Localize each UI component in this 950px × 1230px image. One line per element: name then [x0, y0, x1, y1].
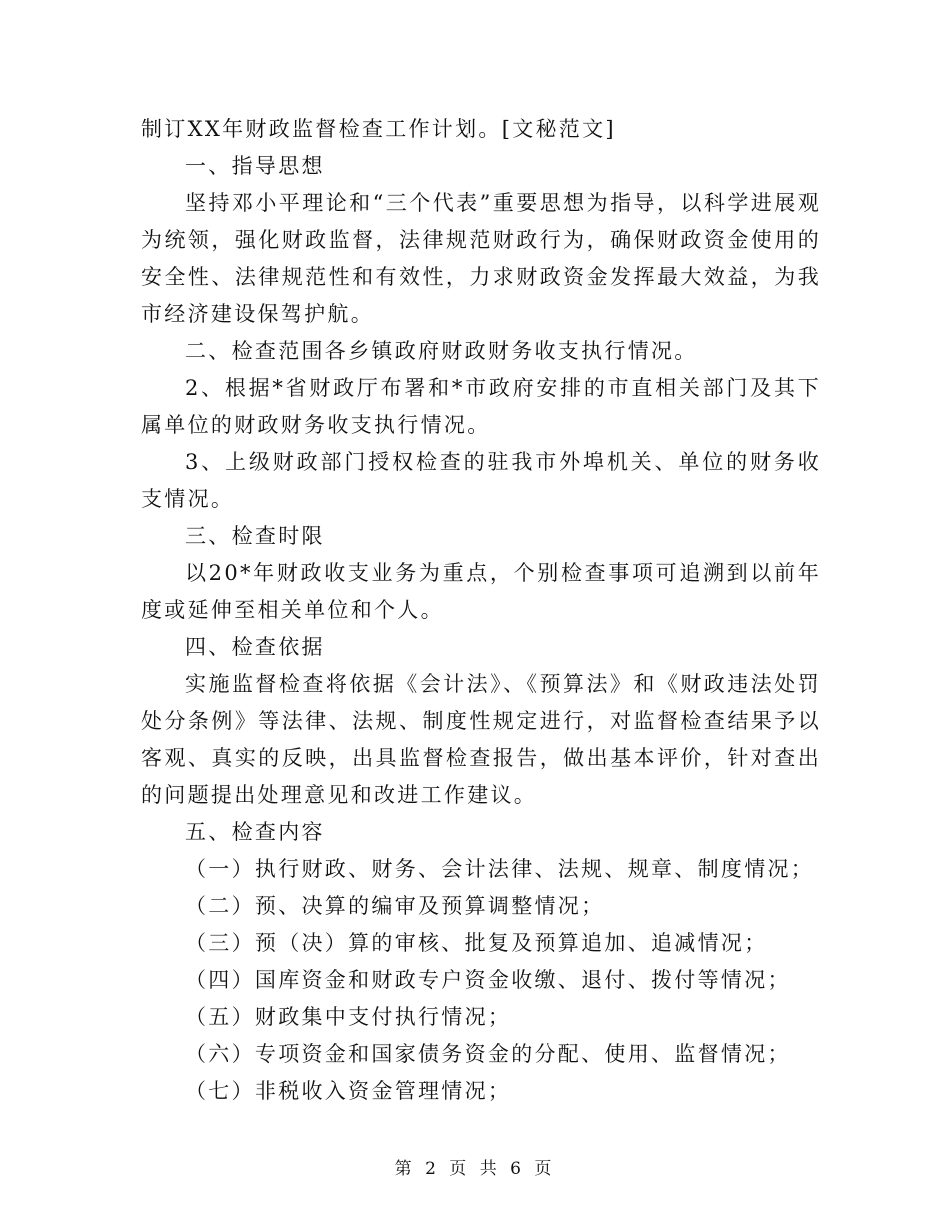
- heading-inspection-period: 三、检查时限: [185, 524, 325, 548]
- list-item-content-2: （二）预、决算的编审及预算调整情况；: [185, 894, 605, 918]
- page-number-footer: 第 2 页 共 6 页: [394, 1159, 556, 1179]
- list-item-content-6: （六）专项资金和国家债务资金的分配、使用、监督情况；: [185, 1042, 791, 1066]
- paragraph-scope-item-3: 3、上级财政部门授权检查的驻我市外埠机关、单位的财务收支情况。: [141, 450, 821, 511]
- paragraph-scope-item-2: 2、根据*省财政厅布署和*市政府安排的市直相关部门及其下属单位的财政财务收支执行情况。: [141, 376, 821, 437]
- paragraph-title: 制订XX年财政监督检查工作计划。[文秘范文]: [141, 117, 616, 141]
- paragraph-inspection-period: 以20*年财政收支业务为重点，个别检查事项可追溯到以前年度或延伸至相关单位和个人。: [141, 561, 821, 622]
- list-item-content-7: （七）非税收入资金管理情况；: [185, 1079, 512, 1103]
- document-body: [141, 111, 821, 1110]
- list-item-content-4: （四）国库资金和财政专户资金收缴、退付、拨付等情况；: [185, 968, 791, 992]
- heading-guiding-ideology: 一、指导思想: [185, 154, 325, 178]
- paragraph-inspection-basis: 实施监督检查将依据《会计法》、《预算法》和《财政违法处罚处分条例》等法律、法规、制度性规定进行，对监督检查结果予以客观、真实的反映，出具监督检查报告，做出基本评价，针对查出的问题提出处理意见和改进工作建议。: [141, 672, 821, 807]
- paragraph-guiding-ideology: 坚持邓小平理论和“三个代表”重要思想为指导，以科学进展观为统领，强化财政监督，法律规范财政行为，确保财政资金使用的安全性、法律规范性和有效性，力求财政资金发挥最大效益，为我市经济建设保驾护航。: [141, 191, 821, 326]
- heading-inspection-content: 五、检查内容: [185, 820, 325, 844]
- list-item-content-3: （三）预（决）算的审核、批复及预算追加、追减情况；: [185, 931, 768, 955]
- heading-inspection-scope: 二、检查范围各乡镇政府财政财务收支执行情况。: [185, 339, 698, 363]
- list-item-content-1: （一）执行财政、财务、会计法律、法规、规章、制度情况；: [185, 857, 815, 881]
- heading-inspection-basis: 四、检查依据: [185, 635, 325, 659]
- list-item-content-5: （五）财政集中支付执行情况；: [185, 1005, 512, 1029]
